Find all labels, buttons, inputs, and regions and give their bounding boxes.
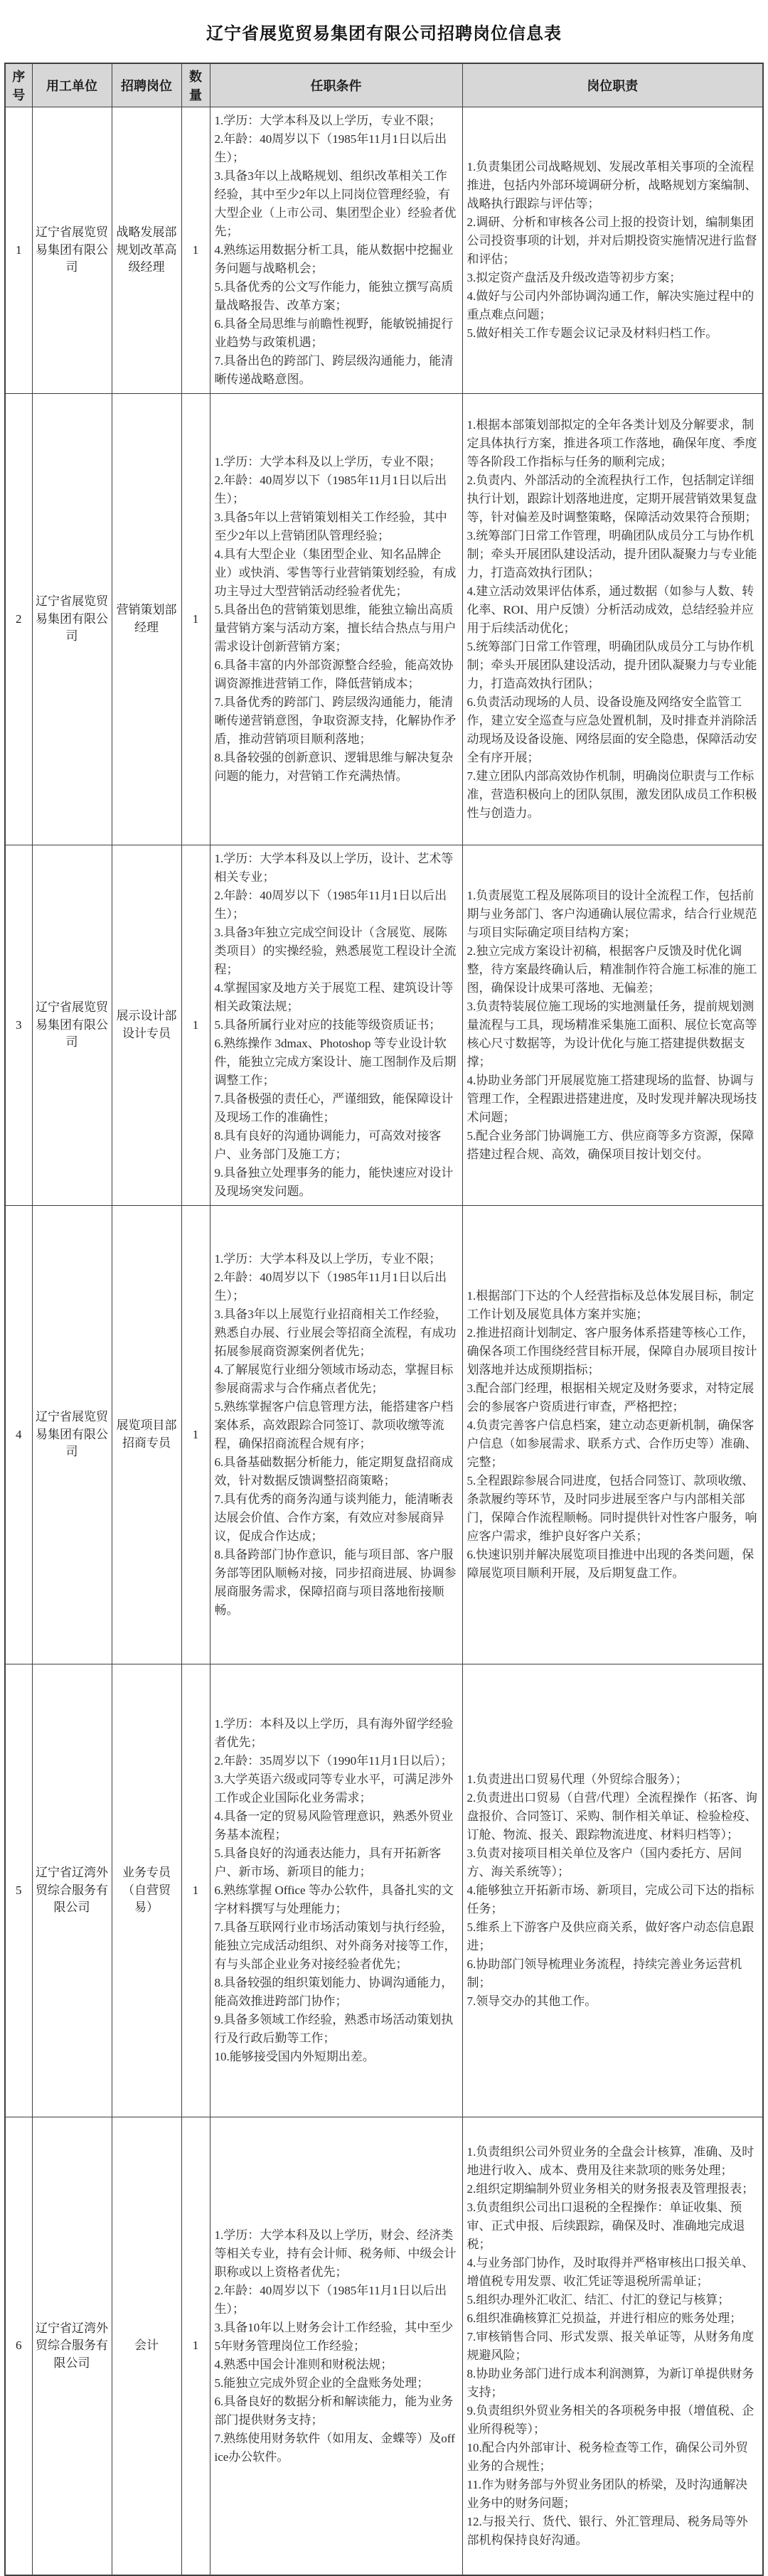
list-item: 2.年龄：40周岁以下（1985年11月1日以后出生）； [214,2283,447,2316]
list-item: 7.具备优秀的跨部门、跨层级沟通能力，能清晰传递营销意图，争取资源支持，化解协作矛盾，推动营销项目顺利落地； [214,695,457,746]
list-item: 5.统筹部门日常工作管理，明确团队成员分工与协作机制；牵头开展团队建设活动，提升团队凝聚力与专业能力，打造高效执行团队； [466,640,757,690]
count-cell: 1 [181,1664,210,2117]
list-item: 5.具备所属行业对应的技能等级资质证书； [214,1018,442,1032]
list-item: 6.组织准确核算汇兑损益，并进行相应的账务处理； [466,2311,742,2325]
list-item: 2.推进招商计划制定、客户服务体系搭建等核心工作，确保各项工作围绕经营目标开展，保障自办展项目按计划落地并达成预期指标； [466,1326,757,1377]
requirements-list [215,112,458,389]
table-row [5,107,763,394]
list-item: 8.具备跨部门协作意识，能与项目部、客户服务部等团队顺畅对接，同步招商进展、协调参展商服务需求，保障招商与项目落地衔接顺畅。 [214,1548,457,1617]
list-item: 4.能够独立开拓新市场、新项目，完成公司下达的指标任务； [466,1883,754,1915]
duties-cell [462,2117,763,2576]
duties-cell [462,1206,763,1664]
list-item: 2.负责内、外部活动的全流程执行工作，包括制定详细执行计划，跟踪计划落地进度，定期开展营销效果复盘等，针对偏差及时调整策略，保障活动效果符合预期； [466,474,757,524]
list-item: 7.领导交办的其他工作。 [466,1994,597,2008]
list-item: 7.具备出色的跨部门、跨层级沟通能力，能清晰传递战略意图。 [214,354,454,386]
duties-cell [462,107,763,394]
count-cell: 1 [181,1206,210,1664]
list-item: 7.具备极强的责任心，严谨细致，能保障设计及现场工作的准确性； [214,1092,454,1124]
list-item: 7.熟练使用财务软件（如用友、金蝶等）及office办公软件。 [214,2431,455,2464]
list-item: 3.配合部门经理，根据相关规定及财务要求，对特定展会的参展客户资质进行审查，严格把控； [466,1381,754,1413]
duties-cell [462,1664,763,2117]
list-item: 7.具有优秀的商务沟通与谈判能力，能清晰表达展会价值、合作方案，有效应对参展商异议，促成合作达成； [214,1492,454,1543]
recruitment-table [4,63,764,2576]
list-item: 3.负责组织公司出口退税的全程操作：单证收集、预审、正式申报、后续跟踪，确保及时、准确地完成退税； [466,2200,745,2251]
list-item: 5.配合业务部门协调施工方、供应商等多方资源，保障搭建过程合规、高效，确保项目按计划交付。 [466,1129,754,1161]
list-item: 1.根据本部策划部拟定的全年各类计划及分解要求，制定具体执行方案，推进各项工作落地，确保年度、季度等各阶段工作指标与任务的顺利完成； [466,418,757,469]
position-cell: 营销策划部经理 [112,394,181,845]
list-item: 3.大学英语六级或同等专业水平，可满足涉外工作或企业国际化业务需求； [214,1773,454,1805]
requirements-cell [210,1206,462,1664]
list-item: 3.具备10年以上财务会计工作经验，其中至少5年财务管理岗位工作经验； [214,2320,454,2353]
col-header-duties: 岗位职责 [462,63,763,107]
list-item: 4.具有大型企业（集团型企业、知名品牌企业）或快消、零售等行业营销策划经验，有成功主导过大型营销活动经验者优先； [214,547,457,598]
list-item: 7.审核销售合同、形式发票、报关单证等，从财务角度规避风险； [466,2329,754,2362]
list-item: 2.年龄：40周岁以下（1985年11月1日以后出生）； [214,132,447,164]
serial-cell: 2 [5,394,32,845]
list-item: 2.年龄：35周岁以下（1990年11月1日以后）； [214,1754,453,1768]
employer-cell: 辽宁省辽湾外贸综合服务有限公司 [32,2117,112,2576]
duties-cell [462,845,763,1206]
list-item: 4.与业务部门协作，及时取得并严格审核出口报关单、增值税专用发票、收汇凭证等退税所需单证； [466,2255,754,2288]
list-item: 6.熟练操作 3dmax、Photoshop 等专业设计软件，能独立完成方案设计、施工图制作及后期调整工作； [214,1037,457,1087]
list-item: 9.负责组织外贸业务相关的各项税务申报（增值税、企业所得税等）； [466,2403,754,2436]
serial-cell: 5 [5,1664,32,2117]
list-item: 6.协助部门领导梳理业务流程，持续完善业务运营机制； [466,1957,742,1989]
requirements-cell [210,394,462,845]
serial-cell: 6 [5,2117,32,2576]
col-header-serial: 序号 [5,63,32,107]
duties-list [467,1287,759,1583]
requirements-cell [210,845,462,1206]
requirements-cell [210,1664,462,2117]
list-item: 1.负责展览工程及展陈项目的设计全流程工作，包括前期与业务部门、客户沟通确认展位需求，结合行业规范与项目实际确定项目结构方案； [466,889,757,939]
list-item: 1.学历：本科及以上学历，具有海外留学经验者优先； [214,1717,454,1749]
list-item: 6.负责活动现场的人员、设备设施及网络安全监管工作，建立安全巡查与应急处置机制，及时排查并消除活动现场及设备设施、网络层面的安全隐患，保障活动安全有序开展； [466,695,757,764]
header-row [5,63,763,107]
employer-cell: 辽宁省展览贸易集团有限公司 [32,845,112,1206]
list-item: 6.具备良好的数据分析和解读能力，能为业务部门提供财务支持； [214,2394,454,2427]
list-item: 3.具备3年以上展览行业招商相关工作经验，熟悉自办展、行业展会等招商全流程，有成功拓展参展商资源案例者优先； [214,1308,457,1358]
list-item: 5.全程跟踪参展合同进度，包括合同签订、款项收缴、条款履约等环节，及时同步进展至客户与内部相关部门，保障合作流程顺畅。同时提供针对性客户服务，响应客户需求，维护良好客户关系； [466,1474,757,1543]
list-item: 3.负责对接项目相关单位及客户（国内委托方、居间方、海关系统等）； [466,1847,742,1878]
position-cell: 业务专员（自营贸易） [112,1664,181,2117]
position-cell: 展览项目部招商专员 [112,1206,181,1664]
list-item: 3.统筹部门日常工作管理，明确团队成员分工与协作机制；牵头开展团队建设活动，提升团队凝聚力与专业能力，打造高效执行团队； [466,529,757,579]
list-item: 6.具备丰富的内外部资源整合经验，能高效协调资源推进营销工作，降低营销成本； [214,658,454,690]
count-cell: 1 [181,845,210,1206]
list-item: 8.具有良好的沟通协调能力，可高效对接客户、业务部门及施工方； [214,1129,442,1161]
requirements-list [215,850,458,1201]
list-item: 4.掌握国家及地方关于展览工程、建筑设计等相关政策法规； [214,981,454,1013]
list-item: 6.具备全局思维与前瞻性视野，能敏锐捕捉行业趋势与政策机遇； [214,317,454,349]
requirements-list [215,2226,458,2467]
col-header-requirements: 任职条件 [210,63,462,107]
list-item: 1.根据部门下达的个人经营指标及总体发展目标，制定工作计划及展览具体方案并实施； [466,1289,754,1321]
employer-cell: 辽宁省展览贸易集团有限公司 [32,394,112,845]
list-item: 11.作为财务部与外贸业务团队的桥梁，及时沟通解决业务中的财务问题； [466,2477,748,2510]
list-item: 9.具备独立处理事务的能力，能快速应对设计及现场突发问题。 [214,1166,454,1198]
list-item: 2.独立完成方案设计初稿，根据客户反馈及时优化调整，待方案最终确认后，精准制作符合施工标准的施工图，确保设计成果可落地、无偏差； [466,944,757,995]
list-item: 6.熟练掌握 Office 等办公软件，具备扎实的文字材料撰写与处理能力； [214,1883,454,1915]
requirements-cell [210,107,462,394]
count-cell: 1 [181,394,210,845]
employer-cell: 辽宁省展览贸易集团有限公司 [32,107,112,394]
list-item: 6.具备基础数据分析能力，能定期复盘招商成效，针对数据反馈调整招商策略； [214,1455,454,1487]
position-cell: 战略发展部规划改革高级经理 [112,107,181,394]
list-item: 4.负责完善客户信息档案，建立动态更新机制，确保客户信息（如参展需求、联系方式、合作历史等）准确、完整； [466,1418,757,1469]
col-header-position: 招聘岗位 [112,63,181,107]
list-item: 10.配合内外部审计、税务检查等工作，确保公司外贸业务的合规性； [466,2440,748,2473]
list-item: 1.负责组织公司外贸业务的全盘会计核算，准确、及时地进行收入、成本、费用及往来款项的账务处理； [466,2144,754,2177]
requirements-list [215,1715,458,2066]
duties-list [467,158,759,343]
requirements-cell [210,2117,462,2576]
employer-cell: 辽宁省辽湾外贸综合服务有限公司 [32,1664,112,2117]
list-item: 4.具备一定的贸易风险管理意识，熟悉外贸业务基本流程； [214,1810,454,1842]
duties-list [467,887,759,1164]
requirements-list [215,1250,458,1620]
list-item: 2.负责进出口贸易（自营/代理）全流程操作（拓客、询盘报价、合同签订、采购、制作相关单证、检验检疫、订舱、物流、报关、跟踪物流进度、材料归档等）； [466,1791,757,1842]
list-item: 4.做好与公司内外部协调沟通工作，解决实施过程中的重点难点问题； [466,289,754,321]
list-item: 2.年龄：40周岁以下（1985年11月1日以后出生）； [214,1271,447,1303]
list-item: 1.学历：大学本科及以上学历，设计、艺术等相关专业； [214,852,454,884]
duties-list [467,1770,759,2011]
col-header-count: 数量 [181,63,210,107]
list-item: 1.学历：大学本科及以上学历，财会、经济类等相关专业，持有会计师、税务师、中级会计职称或以上资格者优先； [214,2228,457,2279]
position-cell: 展示设计部设计专员 [112,845,181,1206]
list-item: 5.做好相关工作专题会议记录及材料归档工作。 [466,326,718,340]
requirements-list [215,453,458,786]
position-cell: 会计 [112,2117,181,2576]
list-item: 1.负责进出口贸易代理（外贸综合服务）； [466,1773,688,1786]
list-item: 8.具备较强的创新意识、逻辑思维与解决复杂问题的能力，对营销工作充满热情。 [214,751,454,783]
list-item: 5.具备良好的沟通表达能力，具有开拓新客户、新市场、新项目的能力； [214,1847,442,1878]
list-item: 6.快速识别并解决展览项目推进中出现的各类问题，保障展览项目顺利开展，及后期复盘工作。 [466,1548,754,1580]
list-item: 5.维系上下游客户及供应商关系，做好客户动态信息跟进； [466,1920,754,1952]
serial-cell: 4 [5,1206,32,1664]
list-item: 7.具备互联网行业市场活动策划与执行经验，能独立完成活动组织、对外商务对接等工作，有与头部企业业务对接经验者优先； [214,1920,457,1971]
list-item: 5.熟练掌握客户信息管理方法，能搭建客户档案体系，高效跟踪合同签订、款项收缴等流程，确保招商流程合规有序； [214,1400,454,1450]
list-item: 7.建立团队内部高效协作机制，明确岗位职责与工作标准，营造积极向上的团队氛围，激发团队成员工作积极性与创造力。 [466,769,757,820]
serial-cell: 1 [5,107,32,394]
duties-list [467,2143,759,2550]
list-item: 8.具备较强的组织策划能力、协调沟通能力，能高效推进跨部门协作； [214,1976,454,2008]
list-item: 1.负责集团公司战略规划、发展改革相关事项的全流程推进，包括内外部环境调研分析，战略规划方案编制、战略执行跟踪与评估等； [466,160,757,210]
list-item: 3.具备5年以上营销策划相关工作经验，其中至少2年以上营销团队管理经验； [214,511,447,543]
count-cell: 1 [181,2117,210,2576]
list-item: 5.能独立完成外贸企业的全盘账务处理； [214,2375,430,2390]
list-item: 2.年龄：40周岁以下（1985年11月1日以后出生）； [214,889,447,921]
list-item: 10.能够接受国内外短期出差。 [214,2050,375,2063]
table-row [5,1206,763,1664]
table-row [5,845,763,1206]
table-row [5,2117,763,2576]
col-header-employer: 用工单位 [32,63,112,107]
table-row [5,394,763,845]
list-item: 3.负责特装展位施工现场的实地测量任务，提前规划测量流程与工具，现场精准采集施工面积、展位长宽高等核心尺寸数据等，为设计优化与施工搭建提供数据支撑； [466,1000,757,1069]
serial-cell: 3 [5,845,32,1206]
list-item: 5.组织办理外汇收汇、结汇、付汇的登记与核算； [466,2292,730,2307]
list-item: 9.具备多领域工作经验，熟悉市场活动策划执行及行政后勤等工作； [214,2013,454,2045]
list-item: 2.调研、分析和审核各公司上报的投资计划，编制集团公司投资事项的计划，并对后期投资实施情况进行监督和评估； [466,215,757,266]
duties-list [467,416,759,823]
list-item: 5.具备优秀的公文写作能力，能独立撰写高质量战略报告、改革方案； [214,280,454,312]
list-item: 1.学历：大学本科及以上学历，专业不限； [214,114,442,127]
list-item: 3.具备3年以上战略规划、组织改革相关工作经验，其中至少2年以上同岗位管理经验，有大型企业（上市公司、集团型企业）经验者优先； [214,169,457,238]
list-item: 3.具备3年独立完成空间设计（含展览、展陈类项目）的实操经验，熟悉展览工程设计全流程； [214,926,457,976]
list-item: 12.与报关行、货代、银行、外汇管理局、税务局等外部机构保持良好沟通。 [466,2514,748,2547]
table-row [5,1664,763,2117]
count-cell: 1 [181,107,210,394]
list-item: 2.组织定期编制外贸业务相关的财务报表及管理报表； [466,2181,754,2196]
list-item: 1.学历：大学本科及以上学历，专业不限； [214,455,442,469]
list-item: 5.具备出色的营销策划思维，能独立输出高质量营销方案与活动方案，擅长结合热点与用户需求设计创新营销方案； [214,603,457,653]
duties-cell [462,394,763,845]
list-item: 4.了解展览行业细分领域市场动态，掌握目标参展商需求与合作痛点者优先； [214,1363,454,1395]
list-item: 2.年龄：40周岁以下（1985年11月1日以后出生）； [214,474,447,506]
list-item: 4.熟悉中国会计准则和财税法规； [214,2357,393,2371]
page-title: 辽宁省展览贸易集团有限公司招聘岗位信息表 [206,24,562,43]
list-item: 3.拟定资产盘活及升级改造等初步方案； [466,271,682,284]
list-item: 4.协助业务部门开展展览施工搭建现场的监督、协调与管理工作，全程跟进搭建进度，及时发现并解决现场技术问题； [466,1074,757,1124]
list-item: 4.建立活动效果评估体系，通过数据（如参与人数、转化率、ROI、用户反馈）分析活动成效，总结经验并应用于后续活动优化； [466,584,754,635]
list-item: 8.协助业务部门进行成本利润测算，为新订单提供财务支持； [466,2366,754,2399]
list-item: 4.熟练运用数据分析工具，能从数据中挖掘业务问题与战略机会； [214,243,454,275]
employer-cell: 辽宁省展览贸易集团有限公司 [32,1206,112,1664]
list-item: 1.学历：大学本科及以上学历，专业不限； [214,1252,442,1266]
